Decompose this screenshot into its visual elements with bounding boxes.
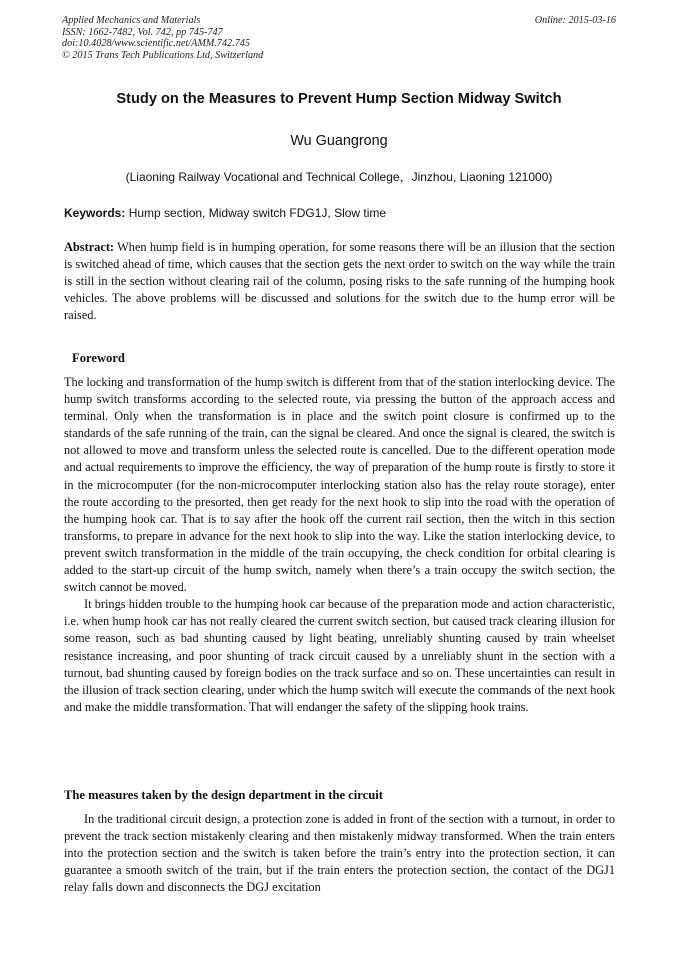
abstract-block: [64, 239, 615, 324]
journal-info: [62, 15, 482, 61]
measures-paragraph: In the traditional circuit design, a protection zone is added in front of the section with a turnout, in order to prevent the track section mistakenly clearing and then mistakenly midway transformed. When the train enters into the protection section and the switch is taken before the train’s entry into the protection section, it can guarantee a smooth switch of the train, but if the train enters the protection section, the contact of the DGJ1 relay falls down and disconnects the DGJ excitation: [64, 812, 615, 895]
online-date: Online: 2015-03-16: [534, 15, 616, 26]
journal-issn: ISSN: 1662-7482, Vol. 742, pp 745-747: [62, 26, 223, 38]
keywords-label: Keywords:: [64, 206, 126, 220]
journal-name: Applied Mechanics and Materials: [62, 15, 201, 26]
journal-doi: doi:10.4028/www.scientific.net/AMM.742.745: [62, 38, 250, 50]
abstract-label: Abstract:: [64, 240, 115, 254]
keywords-text: Hump section, Midway switch FDG1J, Slow time: [125, 206, 387, 220]
measures-body: [64, 811, 615, 896]
keywords-line: [64, 206, 616, 220]
paper-author: Wu Guangrong: [290, 133, 388, 149]
foreword-body: [64, 374, 615, 716]
paper-title: Study on the Measures to Prevent Hump Section Midway Switch: [116, 91, 562, 107]
foreword-paragraph: The locking and transformation of the hump switch is different from that of the station interlocking device. The hump switch transforms according to the selected route, via pressing the button of the approach access and terminal. Only when the transformation is in place and the switch point closure is confirmed up to the standards of the safe running of the train, can the signal be cleared. And once the signal is cleared, the switch is not allowed to move and transform unless the selected route is cancelled. Due to the different operation mode and actual requirements to improve the efficiency, the way of preparation of the hump route is firstly to store it in the microcomputer (for the non-microcomputer interlocking station also has the relay route storage), enter the route according to the presorted, then get ready for the next hook to slip into the road with the operation of the humping hook car. That is to say after the hook off the current rail section, then the witch in this section transforms, to prepare in advance for the next hook to slip into the way. Like the station interlocking device, to prevent switch transformation in the middle of the train occupying, the check condition for orbital clearing is added to the start-up circuit of the hump switch, namely when there’s a train occupy the switch section, the switch cannot be moved.: [64, 375, 615, 595]
abstract-text: When hump field is in humping operation, for some reasons there will be an illusion that the section is switched ahead of time, which causes that the section gets the next order to switch on the way while the train is still in the section without clearing rail of the column, posing risks to the safe running of the humping hook vehicles. The above problems will be discussed and solutions for the switch due to the hump error will be raised.: [64, 240, 615, 323]
section-heading-measures: The measures taken by the design department in the circuit: [64, 788, 383, 802]
section-heading-foreword: Foreword: [72, 351, 125, 365]
author-affiliation: (Liaoning Railway Vocational and Technical College，Jinzhou, Liaoning 121000): [125, 170, 553, 184]
foreword-paragraph: It brings hidden trouble to the humping hook car because of the preparation mode and action characteristic, i.e. when hump hook car has not really cleared the current switch section, but caused track clearing illusion for some reason, such as bad shunting caused by light beating, unreliably shunting caused by train wheelset resistance increasing, and poor shunting of track circuit caused by a unreliably shunt in the section with a turnout, bad shunting caused by foreign bodies on the track surface and so on. These uncertainties can result in the illusion of track section clearing, under which the hump switch will execute the commands of the next hook and make the middle transformation. That will endanger the safety of the slipping hook trains.: [64, 597, 615, 714]
journal-copyright: © 2015 Trans Tech Publications Ltd, Switzerland: [62, 49, 264, 61]
